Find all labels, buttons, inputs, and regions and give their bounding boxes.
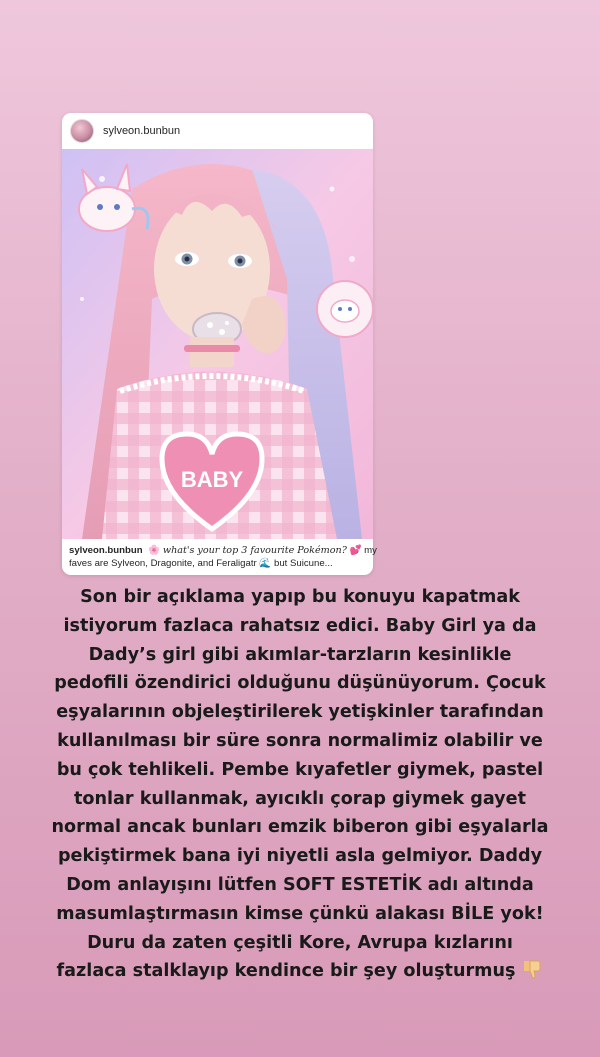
story-text-line-last bbox=[40, 957, 560, 990]
story-text-line: Duru da zaten çeşitli Kore, Avrupa kızlarını bbox=[87, 932, 513, 953]
caption-italic-text: what's your top 3 favourite Pokémon? bbox=[162, 545, 347, 556]
photo-illustration bbox=[62, 149, 373, 539]
pink-hearts-icon: 💕 bbox=[349, 545, 362, 556]
avatar[interactable] bbox=[70, 119, 94, 143]
story-text-line: bu çok tehlikeli. Pembe kıyafetler giymek, pastel bbox=[56, 759, 544, 780]
thumbs-down-icon bbox=[521, 958, 543, 990]
caption-line1-end: my bbox=[364, 545, 377, 556]
post-username[interactable]: sylveon.bunbun bbox=[103, 125, 181, 137]
story-text-line: Son bir açıklama yapıp bu konuyu kapatmak bbox=[80, 587, 520, 607]
story-text-line: kullanılması bir süre sonra normalimiz olabilir ve bbox=[57, 730, 543, 751]
story-text-line: istiyorum fazlaca rahatsız edici. Baby Girl ya da bbox=[63, 615, 537, 636]
post-header bbox=[62, 113, 373, 149]
sylveon-circle-sticker-icon bbox=[317, 281, 373, 337]
story-text-line: masumlaştırmasın kimse çünkü alakası BİLE yok! bbox=[56, 903, 544, 924]
story-text-line-content: fazlaca stalklayıp kendince bir şey oluşturmuş bbox=[56, 961, 516, 982]
heart-patch-label: BABY bbox=[180, 467, 244, 492]
story-text bbox=[40, 583, 560, 990]
story-text-line: Dady’s girl gibi akımlar-tarzların kesinlikle bbox=[88, 644, 512, 665]
instagram-post-card[interactable] bbox=[62, 113, 377, 575]
post-caption bbox=[62, 539, 377, 570]
story-text-line: pedofili özendirici olduğunu düşünüyorum. Çocuk bbox=[54, 673, 546, 694]
caption-line2: faves are Sylveon, Dragonite, and Feraligatr 🌊 but Suicune... bbox=[69, 558, 333, 569]
cherry-blossom-icon: 🌸 bbox=[148, 545, 161, 556]
story-text-line: pekiştirmek bana iyi niyetli asla gelmiyor. Daddy bbox=[57, 846, 543, 867]
story-text-line: Dom anlayışını lütfen SOFT ESTETİK adı altında bbox=[66, 874, 534, 895]
story-text-line: normal ancak bunları emzik biberon gibi eşyalarla bbox=[51, 817, 549, 838]
story-text-line: tonlar kullanmak, ayıcıklı çorap giymek gayet bbox=[73, 788, 526, 809]
post-photo[interactable] bbox=[62, 149, 373, 539]
story-text-line: eşyalarının objeleştirilerek yetişkinler tarafından bbox=[56, 702, 544, 723]
caption-username[interactable]: sylveon.bunbun bbox=[69, 545, 143, 556]
